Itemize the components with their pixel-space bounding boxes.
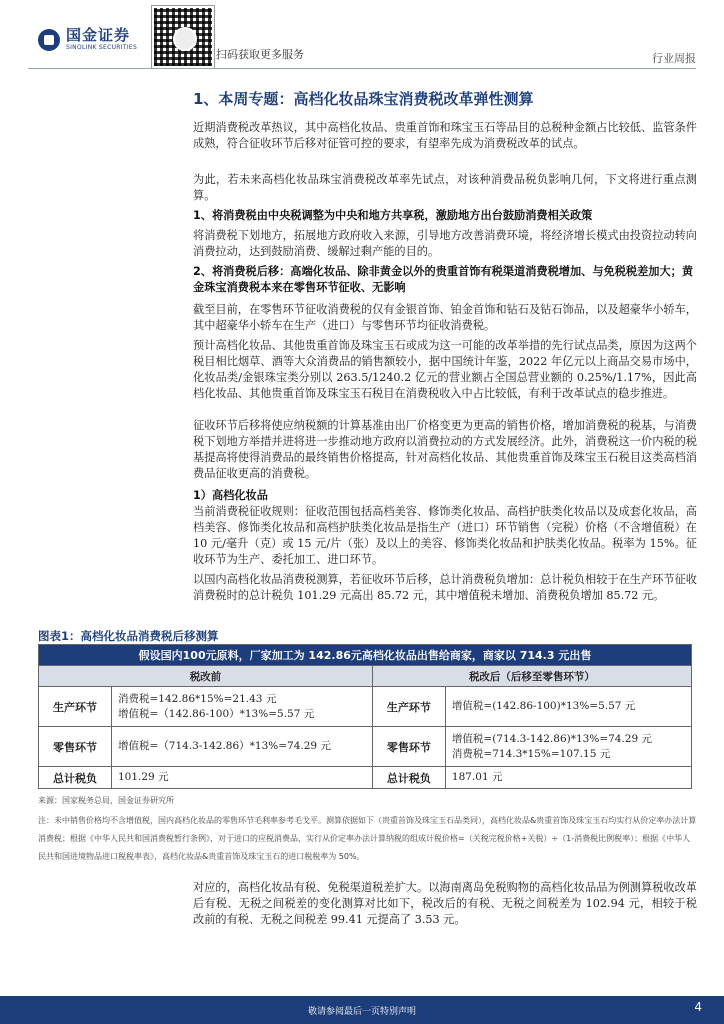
row-label: 零售环节 [372,727,445,767]
row-label: 零售环节 [39,727,112,767]
qr-label: 扫码获取更多服务 [216,48,304,61]
cell-line: 增值税=（714.3-142.86）*13%=74.29 元 [118,740,331,752]
heading-3: 1）高档化妆品 [193,489,268,502]
header-divider [28,68,696,69]
cell-line: 101.29 元 [118,771,169,783]
paragraph-5: 预计高档化妆品、其他贵重首饰及珠宝玉石或成为这一可能的改革举措的先行试点品类，原因为这两个税目相比烟草、酒等大众消费品的销售额较小，据中国统计年鉴，2022 年亿元以上商品交易市场中，化妆品类/金银珠宝类分别以 263.5/1240.2 亿元的营业额占全国总营业额的 0.25%/1.17%，因此高档化妆品、其他贵重首饰及珠宝玉石税目在消费税收入中占比较低，有利于改革试点的稳步推进。 [193,339,697,400]
paragraph-3: 将消费税下划地方，拓展地方政府收入来源，引导地方改善消费环境，将经济增长模式由投资拉动转向消费拉动，达到鼓励消费、缓解过剩产能的目的。 [193,229,697,258]
table-row [39,767,692,789]
cell-line: 187.01 元 [451,771,503,783]
table-row [39,687,692,727]
row-label: 总计税负 [372,767,445,789]
logo-mark-icon [38,29,60,51]
table-header-row [39,666,692,687]
after-cell [445,767,691,789]
cell-line: 增值税=(714.3-142.86)*13%=74.29 元 [451,732,653,745]
page-number: 4 [694,1000,702,1014]
figure-title: 图表1：高档化妆品消费税后移测算 [38,629,219,643]
row-label: 总计税负 [39,767,112,789]
paragraph-4: 截至目前，在零售环节征收消费税的仅有金银首饰、铂金首饰和钻石及钻石饰品，以及超豪华小轿车，其中超豪华小轿车在生产（进口）与零售环节均征收消费税。 [193,303,697,332]
figure-note: 注：未中销售价格均不含增值税，国内高档化妆品的零售环节毛利率参考毛戈平。测算依据如下（贵重首饰及珠宝玉石品类同），高档化妆品&贵重首饰及珠宝玉石均实行从价定率办法计算消费税；根据《中华人民共和国消费税暂行条例》，对于进口的应税消费品，实行从价定率办法计算纳税的组成计税价格=（关税完税价格+关税）÷（1-消费税比例税率）；根据《中华人民共和国进境物品进口税税率表》，高档化妆品&贵重首饰及珠宝玉石的进口税税率为 50%。 [38,816,697,861]
row-label: 生产环节 [39,687,112,727]
cell-line: 消费税=142.86*15%=21.43 元 [118,692,277,705]
before-cell [112,727,373,767]
logo-cn-text: 国金证券 [66,26,131,44]
before-cell [112,687,373,727]
figure-source: 来源：国家税务总局，国金证券研究所 [38,796,174,805]
after-header: 税改后（后移至零售环节） [372,666,691,687]
paragraph-6: 征收环节后移将使应纳税额的计算基准由出厂价格变更为更高的销售价格，增加消费税的税基，与消费税下划地方举措并进将进一步推动地方政府以消费拉动的方式发展经济。此外，消费税这一价内税的税基提高将使得消费品的最终销售价格提高，针对高档化妆品、其他贵重首饰及珠宝玉石税目这类高档消费品征收更高的消费税。 [193,419,697,480]
table-row [39,727,692,767]
heading-2: 2、将消费税后移：高端化妆品、除非黄金以外的贵重首饰有税渠道消费税增加、与免税税差加大；黄金珠宝消费税本来在零售环节征收、无影响 [193,265,694,294]
page-header [0,0,724,72]
cell-line: 消费税=714.3*15%=107.15 元 [451,747,611,760]
heading-1: 1、将消费税由中央税调整为中央和地方共享税，激励地方出台鼓励消费相关政策 [193,209,593,222]
report-type: 行业周报 [652,52,696,65]
paragraph-7: 当前消费税征收规则：征收范围包括高档美容、修饰类化妆品、高档护肤类化妆品以及成套化妆品，高档美容、修饰类化妆品和高档护肤类化妆品是指生产（进口）环节销售（完税）价格（不含增值税）在 10 元/毫升（克）或 15 元/片（张）及以上的美容、修饰类化妆品和护肤类化妆品。税率为 15%。征收环节为生产、委托加工、进口环节。 [193,505,697,566]
paragraph-9: 对应的，高档化妆品有税、免税渠道税差扩大。以海南离岛免税购物的高档化妆品品为例测算税收改革后有税、无税之间税差的变化测算对比如下，税改后的有税、无税之间税差为 102.94 元，相较于税改前的有税、无税之间税差 99.41 元提高了 3.53 元。 [193,881,697,926]
footer-disclaimer: 敬请参阅最后一页特别声明 [307,1007,416,1017]
after-cell [445,727,691,767]
before-header: 税改前 [39,666,373,687]
before-cell [112,767,373,789]
table-banner-row [39,645,692,666]
paragraph-1: 近期消费税改革热议，其中高档化妆品、贵重首饰和珠宝玉石等品目的总税种金额占比较低、监管条件成熟，符合征收环节后移对征管可控的要求，有望率先成为消费税改革的试点。 [193,121,697,150]
cell-line: 增值税=(142.86-100)*13%=5.57 元 [451,700,636,712]
tax-comparison-table [38,644,692,789]
paragraph-2: 为此，若未来高档化妆品珠宝消费税改革率先试点，对该种消费品税负影响几何，下文将进行重点测算。 [193,173,697,202]
section-title: 1、本周专题：高档化妆品珠宝消费税改革弹性测算 [193,90,534,108]
logo-en-text: SINOLINK SECURITIES [66,44,138,51]
cell-line: 增值税=（142.86-100）*13%=5.57 元 [118,707,315,720]
row-label: 生产环节 [372,687,445,727]
company-logo [38,28,137,51]
qr-code-icon[interactable] [152,6,214,68]
after-cell [445,687,691,727]
paragraph-8: 以国内高档化妆品消费税测算，若征收环节后移，总计消费税负增加：总计税负相较于在生产环节征收消费税时的总计税负 101.29 元高出 85.72 元，其中增值税未增加、消费税负增加 85.72 元。 [193,573,697,602]
table-banner: 假设国内100元原料，厂家加工为 142.86元高档化妆品出售给商家，商家以 714.3 元出售 [39,645,692,666]
